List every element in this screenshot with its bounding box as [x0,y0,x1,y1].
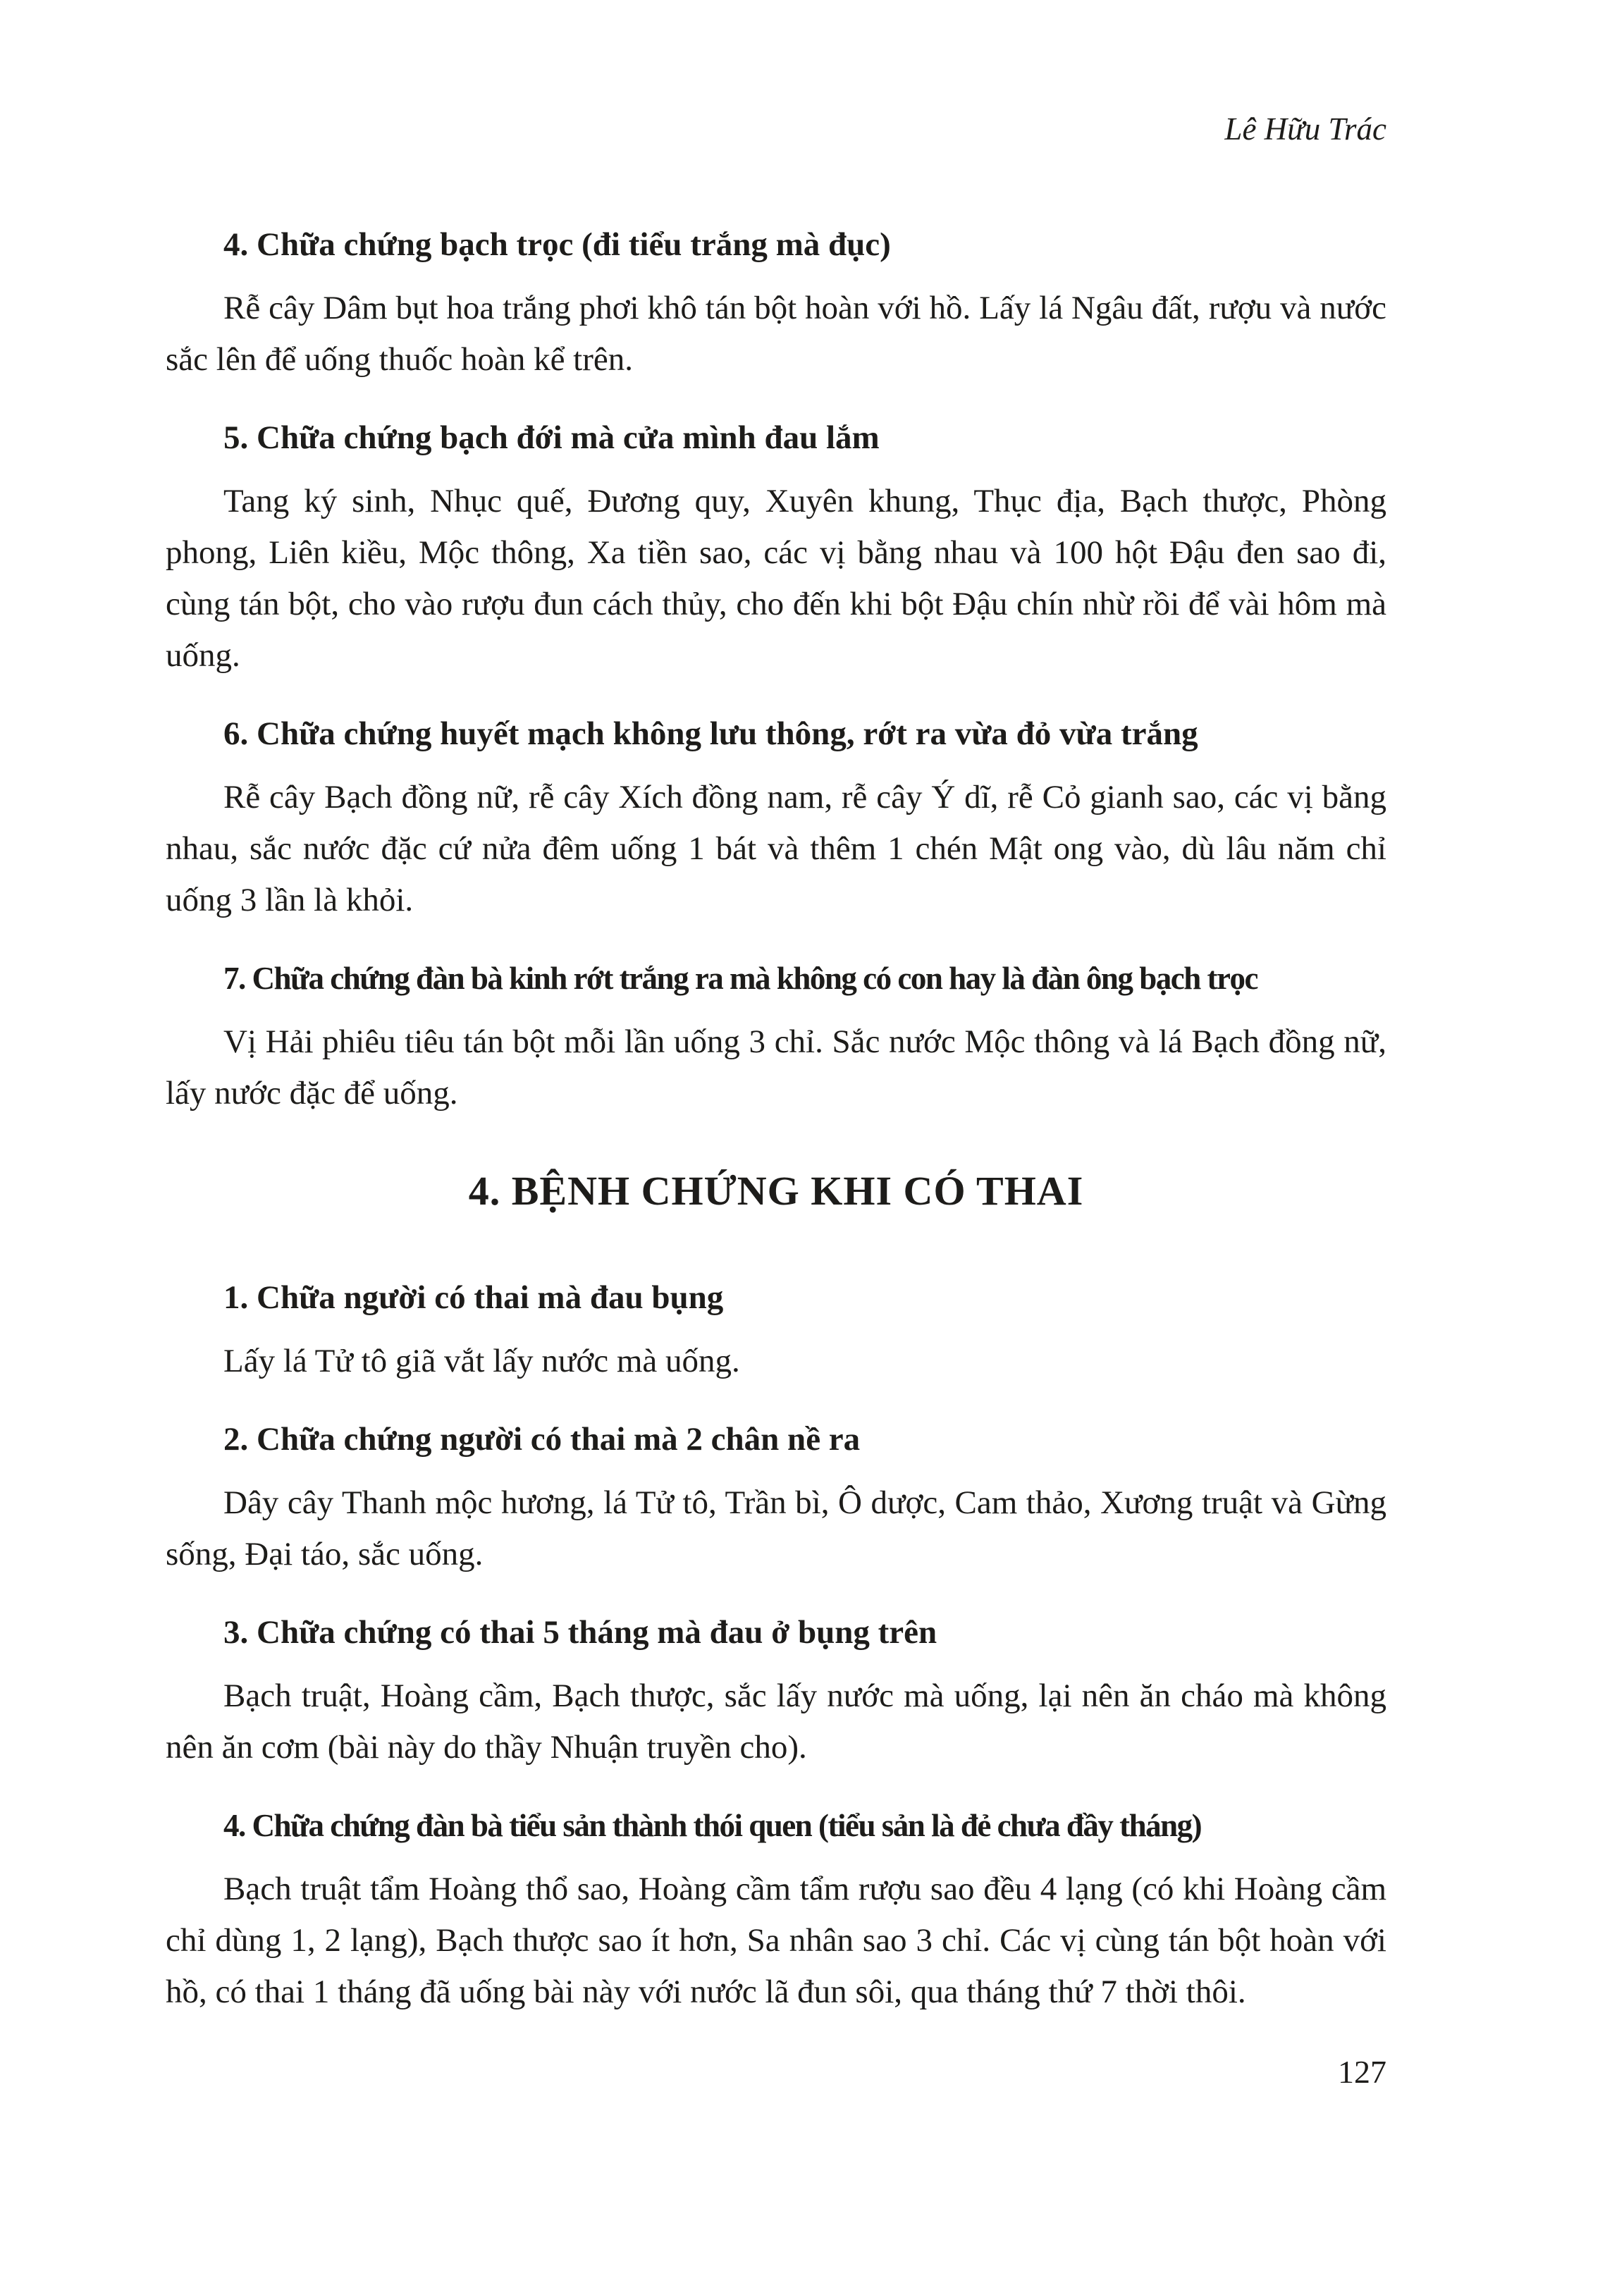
remedy-body-4: Rễ cây Dâm bụt hoa trắng phơi khô tán bột hoàn với hồ. Lấy lá Ngâu đất, rượu và nước sắc lên để uống thuốc hoàn kể trên. [166,290,1386,378]
remedy-body-5: Tang ký sinh, Nhục quế, Đương quy, Xuyên khung, Thục địa, Bạch thược, Phòng phong, Liên kiều, Mộc thông, Xa tiền sao, các vị bằng nhau và 100 hột Đậu đen sao đi, cùng tán bột, cho vào rượu đun cách thủy, cho đến khi bột Đậu chín nhừ rồi để vài hôm mà uống. [166,483,1386,674]
pregnancy-remedy-heading-4: 4. Chữa chứng đàn bà tiểu sản thành thói quen (tiểu sản là đẻ chưa đầy tháng) [223,1808,1202,1843]
running-header: Lê Hữu Trác [1224,111,1386,147]
remedy-body-7: Vị Hải phiêu tiêu tán bột mỗi lần uống 3 chỉ. Sắc nước Mộc thông và lá Bạch đồng nữ, lấy nước đặc để uống. [166,1023,1386,1112]
pregnancy-remedy-body-1: Lấy lá Tử tô giã vắt lấy nước mà uống. [223,1343,740,1379]
remedy-heading-6: 6. Chữa chứng huyết mạch không lưu thông, rớt ra vừa đỏ vừa trắng [223,715,1198,752]
pregnancy-remedy-body-2: Dây cây Thanh mộc hương, lá Tử tô, Trần bì, Ô dược, Cam thảo, Xương truật và Gừng sống, Đại táo, sắc uống. [166,1484,1386,1572]
pregnancy-remedy-heading-1: 1. Chữa người có thai mà đau bụng [223,1279,724,1316]
pregnancy-remedy-heading-3: 3. Chữa chứng có thai 5 tháng mà đau ở bụng trên [223,1614,937,1651]
remedy-heading-7: 7. Chữa chứng đàn bà kinh rớt trắng ra mà không có con hay là đàn ông bạch trọc [223,961,1257,996]
remedy-body-6: Rễ cây Bạch đồng nữ, rễ cây Xích đồng nam, rễ cây Ý dĩ, rễ Cỏ gianh sao, các vị bằng nhau, sắc nước đặc cứ nửa đêm uống 1 bát và thêm 1 chén Mật ong vào, dù lâu năm chỉ uống 3 lần là khỏi. [166,779,1386,918]
remedy-heading-5: 5. Chữa chứng bạch đới mà cửa mình đau lắm [223,419,880,456]
pregnancy-remedy-heading-2: 2. Chữa chứng người có thai mà 2 chân nề ra [223,1421,861,1458]
remedy-heading-4: 4. Chữa chứng bạch trọc (đi tiểu trắng mà đục) [223,226,891,263]
pregnancy-remedy-body-3: Bạch truật, Hoàng cầm, Bạch thược, sắc lấy nước mà uống, lại nên ăn cháo mà không nên ăn cơm (bài này do thầy Nhuận truyền cho). [166,1678,1386,1766]
section-title: 4. BỆNH CHỨNG KHI CÓ THAI [468,1168,1084,1214]
page-number: 127 [1338,2054,1386,2090]
pregnancy-remedy-body-4: Bạch truật tẩm Hoàng thổ sao, Hoàng cầm tẩm rượu sao đều 4 lạng (có khi Hoàng cầm chỉ dùng 1, 2 lạng), Bạch thược sao ít hơn, Sa nhân sao 3 chỉ. Các vị cùng tán bột hoàn với hồ, có thai 1 tháng đã uống bài này với nước lã đun sôi, qua tháng thứ 7 thời thôi. [166,1871,1386,2010]
